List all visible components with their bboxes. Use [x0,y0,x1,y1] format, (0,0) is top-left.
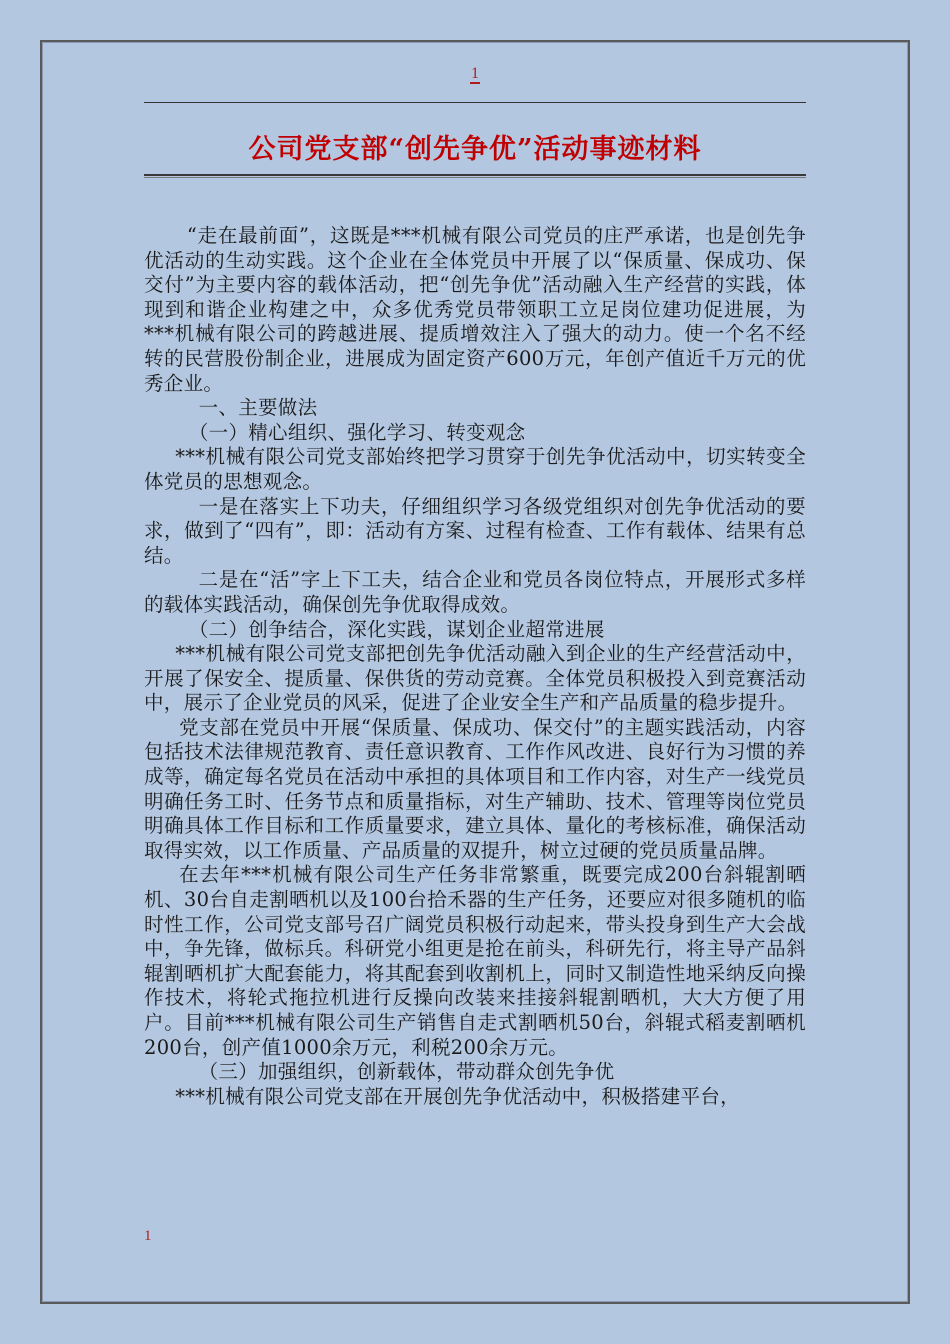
subsection-heading: （二）创争结合，深化实践，谋划企业超常进展 [188,617,605,641]
title-divider [144,174,806,178]
paragraph: ***机械有限公司党支部把创先争优活动融入到企业的生产经营活动中，开展了保安全、提质量、保供货的劳动竞赛。全体党员积极投入到竞赛活动中，展示了企业党员的风采，促进了企业安全生产和产品质量的稳步提升。 [144,642,806,715]
paragraph-intro: “走在最前面”，这既是***机械有限公司党员的庄严承诺，也是创先争优活动的生动实践。这个企业在全体党员中开展了以“保质量、保成功、保交付”为主要内容的载体活动，把“创先争优”活动融入生产经营的实践，体现到和谐企业构建之中，众多优秀党员带领职工立足岗位建功促进展，为***机械有限公司的跨越进展、提质增效注入了强大的动力。使一个名不经转的民营股份制企业，进展成为固定资产600万元，年创产值近千万元的优秀企业。 [144,224,806,395]
paragraph: ***机械有限公司党支部在开展创先争优活动中，积极搭建平台， [175,1084,740,1108]
subsection-heading: （三）加强组织，创新载体，带动群众创先争优 [198,1060,615,1084]
paragraph: 党支部在党员中开展“保质量、保成功、保交付”的主题实践活动，内容包括技术法律规范教育、责任意识教育、工作作风改进、良好行为习惯的养成等，确定每名党员在活动中承担的具体项目和工作内容，对生产一线党员明确任务工时、任务节点和质量指标，对生产辅助、技术、管理等岗位党员明确具体工作目标和工作质量要求，建立具体、量化的考核标准，确保活动取得实效，以工作质量、产品质量的双提升，树立过硬的党员质量品牌。 [144,715,806,862]
document-body [144,224,806,1109]
document-title: 公司党支部“创先争优”活动事迹材料 [248,134,702,165]
paragraph: 在去年***机械有限公司生产任务非常繁重，既要完成200台斜辊割晒机、30台自走割晒机以及100台拾禾器的生产任务，还要应对很多随机的临时性工作，公司党支部号召广阔党员积极行动起来，带头投身到生产大会战中，争先锋，做标兵。科研党小组更是抢在前头，科研先行，将主导产品斜辊割晒机扩大配套能力，将其配套到收割机上，同时又制造性地采纳反向操作技术，将轮式拖拉机进行反操向改装来挂接斜辊割晒机，大大方便了用户。目前***机械有限公司生产销售自走式割晒机50台，斜辊式稻麦割晒机200台，创产值1000余万元，利税200余万元。 [144,863,806,1059]
paragraph: ***机械有限公司党支部始终把学习贯穿于创先争优活动中，切实转变全体党员的思想观念。 [144,445,806,493]
paragraph: 一是在落实上下功夫，仔细组织学习各级党组织对创先争优活动的要求，做到了“四有”，即：活动有方案、过程有检查、工作有载体、结果有总结。 [144,494,806,567]
subsection-heading: （一）精心组织、强化学习、转变观念 [188,420,526,444]
header-page-number: 1 [471,65,479,82]
section-heading: 一、主要做法 [198,396,318,420]
header-divider [144,102,806,103]
paragraph: 二是在“活”字上下工夫，结合企业和党员各岗位特点，开展形式多样的载体实践活动，确保创先争优取得成效。 [144,568,806,616]
footer-page-number: 1 [144,1228,152,1244]
